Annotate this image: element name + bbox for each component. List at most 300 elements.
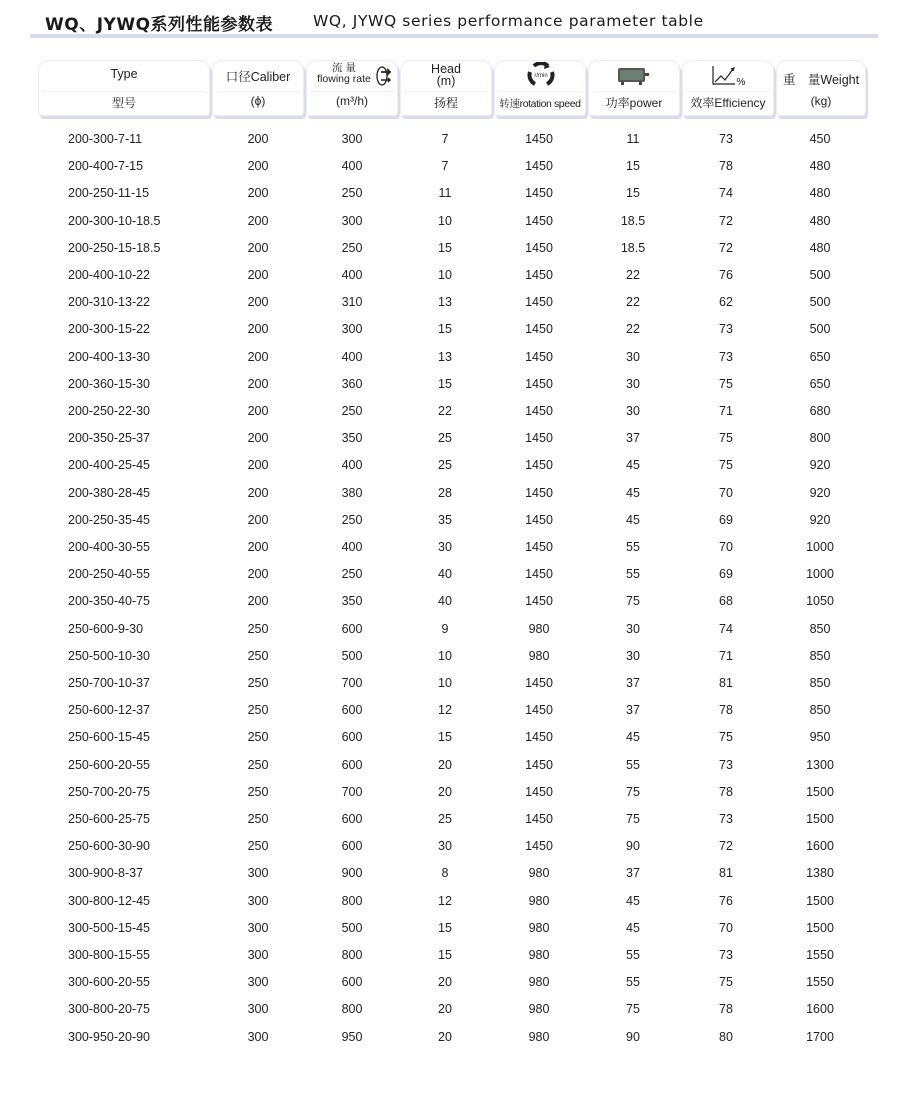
cell-type: 250-600-12-37: [68, 703, 151, 718]
cell-flow: 400: [341, 349, 363, 364]
table-row: [38, 425, 866, 452]
table-row: [38, 398, 866, 425]
cell-speed: 1450: [525, 812, 553, 826]
efficiency-icon-label: %: [736, 77, 746, 88]
cell-speed: 1450: [525, 322, 553, 337]
table-row: [38, 643, 866, 670]
cell-head: 12: [438, 893, 452, 908]
header-power: [588, 60, 680, 116]
cell-power: 45: [626, 485, 640, 500]
cell-weight: 480: [809, 159, 831, 174]
cell-type: 300-500-15-45: [68, 920, 151, 935]
cell-head: 8: [441, 866, 449, 881]
cell-flow: 500: [341, 920, 363, 935]
cell-caliber: 200: [247, 322, 269, 337]
cell-flow: 400: [341, 458, 363, 473]
header-type: [38, 60, 210, 116]
cell-head: 30: [438, 540, 452, 554]
cell-weight: 1300: [806, 757, 834, 772]
table-row: [38, 806, 866, 833]
cell-weight: 850: [809, 676, 831, 690]
cell-caliber: 250: [247, 621, 269, 636]
cell-power: 45: [626, 512, 640, 527]
cell-caliber: 200: [247, 132, 269, 146]
cell-efficiency: 70: [719, 920, 733, 935]
cell-flow: 600: [341, 975, 363, 990]
cell-head: 10: [438, 648, 452, 663]
table-row: [38, 208, 866, 235]
cell-head: 20: [438, 1029, 452, 1044]
cell-caliber: 200: [247, 295, 269, 310]
cell-efficiency: 75: [719, 458, 733, 473]
header-head-label: [401, 63, 491, 87]
cell-flow: 600: [341, 812, 363, 826]
cell-flow: 300: [341, 132, 363, 146]
cell-flow: 350: [341, 431, 363, 446]
cell-head: 9: [441, 621, 449, 636]
cell-speed: 1450: [525, 757, 553, 772]
cell-speed: 980: [528, 866, 550, 881]
cell-weight: 1050: [806, 594, 834, 609]
cell-power: 37: [626, 431, 640, 446]
cell-caliber: 200: [247, 213, 269, 228]
cell-type: 200-300-15-22: [68, 322, 151, 337]
cell-flow: 600: [341, 757, 363, 772]
cell-efficiency: 81: [719, 676, 733, 690]
cell-caliber: 250: [247, 757, 269, 772]
cell-flow: 950: [341, 1029, 363, 1044]
cell-type: 300-950-20-90: [68, 1029, 151, 1044]
cell-flow: 600: [341, 839, 363, 854]
header-head: [400, 60, 492, 116]
cell-type: 300-800-12-45: [68, 893, 151, 908]
table-row: [38, 969, 866, 996]
cell-speed: 1450: [525, 349, 553, 364]
cell-caliber: 200: [247, 349, 269, 364]
cell-weight: 650: [809, 376, 831, 391]
cell-efficiency: 78: [719, 1002, 733, 1017]
table-row: [38, 996, 866, 1023]
cell-efficiency: 75: [719, 431, 733, 446]
cell-type: 200-400-30-55: [68, 540, 151, 554]
cell-head: 7: [441, 132, 449, 146]
cell-efficiency: 74: [719, 186, 733, 201]
header-weight-label: 重 量Weight: [782, 73, 860, 87]
cell-power: 75: [626, 1002, 640, 1017]
table-row: [38, 915, 866, 942]
cell-power: 90: [626, 839, 640, 854]
cell-type: 200-350-40-75: [68, 594, 151, 609]
cell-speed: 1450: [525, 676, 553, 690]
cell-flow: 250: [341, 404, 363, 418]
cell-head: 35: [438, 512, 452, 527]
cell-power: 37: [626, 703, 640, 718]
cell-head: 15: [438, 240, 452, 255]
flow-arrows-icon: [375, 65, 393, 92]
cell-type: 200-360-15-30: [68, 376, 151, 391]
cell-caliber: 250: [247, 676, 269, 690]
cell-speed: 980: [528, 893, 550, 908]
cell-weight: 500: [809, 268, 831, 282]
cell-type: 250-600-9-30: [68, 621, 144, 636]
cell-weight: 1000: [806, 540, 834, 554]
cell-type: 300-800-20-75: [68, 1002, 151, 1017]
cell-power: 18.5: [620, 240, 646, 255]
cell-flow: 250: [341, 567, 363, 582]
cell-efficiency: 78: [719, 784, 733, 799]
table-row: [38, 262, 866, 289]
header-type-cn: 型号: [111, 96, 136, 110]
table-row: [38, 289, 866, 316]
cell-speed: 1450: [525, 784, 553, 799]
cell-flow: 500: [341, 648, 363, 663]
cell-speed: 1450: [525, 132, 553, 146]
table-row: [38, 153, 866, 180]
cell-power: 18.5: [620, 213, 646, 228]
cell-type: 200-310-13-22: [68, 295, 151, 310]
cell-caliber: 250: [247, 648, 269, 663]
cell-head: 20: [438, 1002, 452, 1017]
cell-speed: 1450: [525, 213, 553, 228]
cell-type: 250-500-10-30: [68, 648, 151, 663]
cell-weight: 800: [809, 431, 831, 446]
cell-head: 11: [438, 186, 452, 201]
efficiency-chart-icon: [711, 64, 747, 93]
cell-caliber: 250: [247, 784, 269, 799]
cell-speed: 1450: [525, 240, 553, 255]
cell-weight: 500: [809, 322, 831, 337]
cell-weight: 950: [809, 730, 831, 745]
table-row: [38, 779, 866, 806]
cell-caliber: 200: [247, 458, 269, 473]
rotation-icon: [525, 62, 557, 93]
cell-head: 25: [438, 458, 452, 473]
header-flow-unit: (m³/h): [336, 94, 368, 108]
cell-efficiency: 80: [719, 1029, 733, 1044]
cell-flow: 250: [341, 186, 363, 201]
cell-power: 22: [626, 295, 640, 310]
cell-type: 250-600-25-75: [68, 812, 151, 826]
cell-efficiency: 81: [719, 866, 733, 881]
cell-type: 200-400-25-45: [68, 458, 151, 473]
table-row: [38, 670, 866, 697]
cell-caliber: 200: [247, 268, 269, 282]
cell-power: 45: [626, 893, 640, 908]
cell-caliber: 300: [247, 1029, 269, 1044]
cell-caliber: 250: [247, 703, 269, 718]
cell-power: 90: [626, 1029, 640, 1044]
cell-power: 45: [626, 730, 640, 745]
cell-head: 7: [441, 159, 449, 174]
cell-efficiency: 73: [719, 322, 733, 337]
cell-speed: 980: [528, 1002, 550, 1017]
cell-caliber: 300: [247, 866, 269, 881]
table-row: [38, 888, 866, 915]
cell-power: 30: [626, 349, 640, 364]
cell-flow: 400: [341, 268, 363, 282]
cell-head: 13: [438, 349, 452, 364]
cell-weight: 650: [809, 349, 831, 364]
cell-flow: 300: [341, 322, 363, 337]
cell-head: 28: [438, 485, 452, 500]
cell-speed: 1450: [525, 431, 553, 446]
table-row: [38, 1024, 866, 1051]
table-row: [38, 616, 866, 643]
cell-flow: 310: [341, 295, 363, 310]
cell-type: 200-400-10-22: [68, 268, 151, 282]
cell-head: 15: [438, 322, 452, 337]
table-row: [38, 588, 866, 615]
cell-caliber: 300: [247, 948, 269, 962]
cell-caliber: 250: [247, 812, 269, 826]
cell-head: 15: [438, 948, 452, 962]
cell-power: 11: [626, 132, 640, 146]
cell-weight: 1700: [806, 1029, 834, 1044]
cell-type: 300-800-15-55: [68, 948, 151, 962]
header-speed-label: 转速rotation speed: [499, 98, 581, 110]
cell-weight: 850: [809, 648, 831, 663]
cell-efficiency: 74: [719, 621, 733, 636]
cell-efficiency: 62: [719, 295, 733, 310]
header-efficiency-label: 效率Efficiency: [690, 96, 766, 110]
cell-type: 250-700-10-37: [68, 676, 151, 690]
page-title-en: WQ, JYWQ series performance parameter table: [313, 12, 704, 30]
cell-power: 15: [626, 186, 640, 201]
header-head-cn: 扬程: [433, 96, 458, 110]
cell-type: 250-700-20-75: [68, 784, 151, 799]
header-weight: [776, 60, 866, 116]
table-row: [38, 452, 866, 479]
cell-flow: 800: [341, 1002, 363, 1017]
page-title-cn: WQ、JYWQ系列性能参数表: [45, 15, 274, 35]
cell-speed: 1450: [525, 730, 553, 745]
cell-type: 250-600-30-90: [68, 839, 151, 854]
cell-efficiency: 76: [719, 893, 733, 908]
cell-speed: 980: [528, 920, 550, 935]
header-caliber-label: 口径Caliber: [225, 70, 291, 84]
cell-speed: 980: [528, 1029, 550, 1044]
cell-power: 55: [626, 540, 640, 554]
cell-head: 40: [438, 567, 452, 582]
cell-efficiency: 69: [719, 567, 733, 582]
cell-efficiency: 71: [719, 648, 733, 663]
cell-efficiency: 68: [719, 594, 733, 609]
header-flow-cn: 流 量: [332, 62, 356, 74]
cell-efficiency: 75: [719, 730, 733, 745]
cell-power: 55: [626, 975, 640, 990]
cell-speed: 980: [528, 648, 550, 663]
cell-caliber: 300: [247, 920, 269, 935]
cell-efficiency: 69: [719, 512, 733, 527]
table-row: [38, 561, 866, 588]
cell-weight: 1550: [806, 948, 834, 962]
cell-efficiency: 75: [719, 376, 733, 391]
cell-head: 10: [438, 268, 452, 282]
cell-caliber: 200: [247, 485, 269, 500]
cell-type: 300-900-8-37: [68, 866, 144, 881]
cell-speed: 1450: [525, 404, 553, 418]
cell-head: 10: [438, 213, 452, 228]
cell-head: 15: [438, 376, 452, 391]
cell-speed: 980: [528, 975, 550, 990]
table-row: [38, 752, 866, 779]
cell-head: 20: [438, 757, 452, 772]
cell-power: 30: [626, 621, 640, 636]
cell-head: 40: [438, 594, 452, 609]
table-header: [38, 60, 866, 116]
cell-weight: 480: [809, 186, 831, 201]
header-flow: [306, 60, 398, 116]
cell-weight: 1600: [806, 839, 834, 854]
cell-weight: 450: [809, 132, 831, 146]
cell-speed: 980: [528, 948, 550, 962]
cell-weight: 920: [809, 458, 831, 473]
cell-flow: 380: [341, 485, 363, 500]
table-row: [38, 126, 866, 153]
cell-caliber: 200: [247, 540, 269, 554]
cell-power: 55: [626, 757, 640, 772]
cell-flow: 800: [341, 893, 363, 908]
cell-head: 30: [438, 839, 452, 854]
table-row: [38, 480, 866, 507]
header-flow-en: flowing rate: [317, 73, 371, 85]
cell-flow: 400: [341, 159, 363, 174]
cell-weight: 920: [809, 512, 831, 527]
header-efficiency: [682, 60, 774, 116]
table-row: [38, 344, 866, 371]
cell-speed: 1450: [525, 159, 553, 174]
cell-speed: 1450: [525, 485, 553, 500]
cell-weight: 1500: [806, 893, 834, 908]
cell-speed: 1450: [525, 295, 553, 310]
cell-type: 250-600-15-45: [68, 730, 151, 745]
cell-power: 22: [626, 322, 640, 337]
cell-head: 20: [438, 784, 452, 799]
cell-efficiency: 72: [719, 839, 733, 854]
cell-speed: 1450: [525, 839, 553, 854]
cell-weight: 1500: [806, 812, 834, 826]
header-weight-unit: (kg): [810, 94, 832, 108]
cell-type: 300-600-20-55: [68, 975, 151, 990]
cell-efficiency: 70: [719, 540, 733, 554]
table-row: [38, 724, 866, 751]
cell-speed: 1450: [525, 268, 553, 282]
cell-type: 200-300-10-18.5: [68, 213, 161, 228]
cell-flow: 250: [341, 512, 363, 527]
cell-head: 12: [438, 703, 452, 718]
cell-head: 25: [438, 431, 452, 446]
cell-power: 37: [626, 866, 640, 881]
cell-speed: 1450: [525, 703, 553, 718]
cell-head: 20: [438, 975, 452, 990]
table-row: [38, 942, 866, 969]
cell-efficiency: 73: [719, 812, 733, 826]
cell-weight: 480: [809, 240, 831, 255]
cell-weight: 480: [809, 213, 831, 228]
header-head-en: Head: [431, 62, 461, 76]
header-type-en: Type: [110, 67, 138, 81]
cell-efficiency: 73: [719, 132, 733, 146]
cell-type: 200-250-15-18.5: [68, 240, 161, 255]
cell-type: 200-250-22-30: [68, 404, 151, 418]
cell-power: 30: [626, 376, 640, 391]
cell-flow: 800: [341, 948, 363, 962]
cell-flow: 360: [341, 376, 363, 391]
cell-speed: 1450: [525, 540, 553, 554]
cell-type: 200-250-40-55: [68, 567, 151, 582]
motor-icon: [617, 66, 651, 91]
cell-caliber: 200: [247, 186, 269, 201]
cell-caliber: 200: [247, 376, 269, 391]
cell-power: 55: [626, 567, 640, 582]
cell-efficiency: 73: [719, 757, 733, 772]
cell-weight: 500: [809, 295, 831, 310]
cell-weight: 1000: [806, 567, 834, 582]
cell-type: 250-600-20-55: [68, 757, 151, 772]
cell-power: 15: [626, 159, 640, 174]
cell-head: 25: [438, 812, 452, 826]
cell-head: 13: [438, 295, 452, 310]
title-bar: [30, 10, 878, 38]
cell-weight: 850: [809, 703, 831, 718]
cell-flow: 600: [341, 621, 363, 636]
cell-flow: 700: [341, 676, 363, 690]
cell-power: 55: [626, 948, 640, 962]
cell-efficiency: 72: [719, 213, 733, 228]
cell-speed: 1450: [525, 594, 553, 609]
cell-type: 200-250-11-15: [68, 186, 150, 201]
cell-efficiency: 75: [719, 975, 733, 990]
cell-caliber: 300: [247, 893, 269, 908]
cell-flow: 900: [341, 866, 363, 881]
header-power-label: 功率power: [605, 96, 663, 110]
cell-efficiency: 73: [719, 948, 733, 962]
cell-efficiency: 76: [719, 268, 733, 282]
table-row: [38, 316, 866, 343]
cell-power: 45: [626, 458, 640, 473]
cell-head: 10: [438, 676, 452, 690]
cell-power: 45: [626, 920, 640, 935]
rotation-icon-label: r/min: [534, 73, 548, 79]
cell-type: 200-350-25-37: [68, 431, 151, 446]
cell-caliber: 200: [247, 431, 269, 446]
cell-caliber: 200: [247, 567, 269, 582]
header-head-unit: (m): [436, 74, 456, 88]
cell-flow: 300: [341, 213, 363, 228]
cell-weight: 1500: [806, 920, 834, 935]
table-row: [38, 534, 866, 561]
cell-flow: 350: [341, 594, 363, 609]
cell-efficiency: 72: [719, 240, 733, 255]
cell-weight: 680: [809, 404, 831, 418]
cell-efficiency: 78: [719, 703, 733, 718]
cell-speed: 1450: [525, 186, 553, 201]
cell-speed: 1450: [525, 376, 553, 391]
cell-caliber: 200: [247, 594, 269, 609]
cell-caliber: 200: [247, 159, 269, 174]
cell-power: 30: [626, 648, 640, 663]
table-row: [38, 697, 866, 724]
cell-weight: 1500: [806, 784, 834, 799]
cell-speed: 1450: [525, 567, 553, 582]
cell-weight: 1550: [806, 975, 834, 990]
header-speed: [494, 60, 586, 116]
header-caliber-unit: (ϕ): [250, 94, 266, 108]
cell-caliber: 200: [247, 512, 269, 527]
cell-power: 75: [626, 784, 640, 799]
cell-head: 22: [438, 404, 452, 418]
cell-caliber: 300: [247, 975, 269, 990]
